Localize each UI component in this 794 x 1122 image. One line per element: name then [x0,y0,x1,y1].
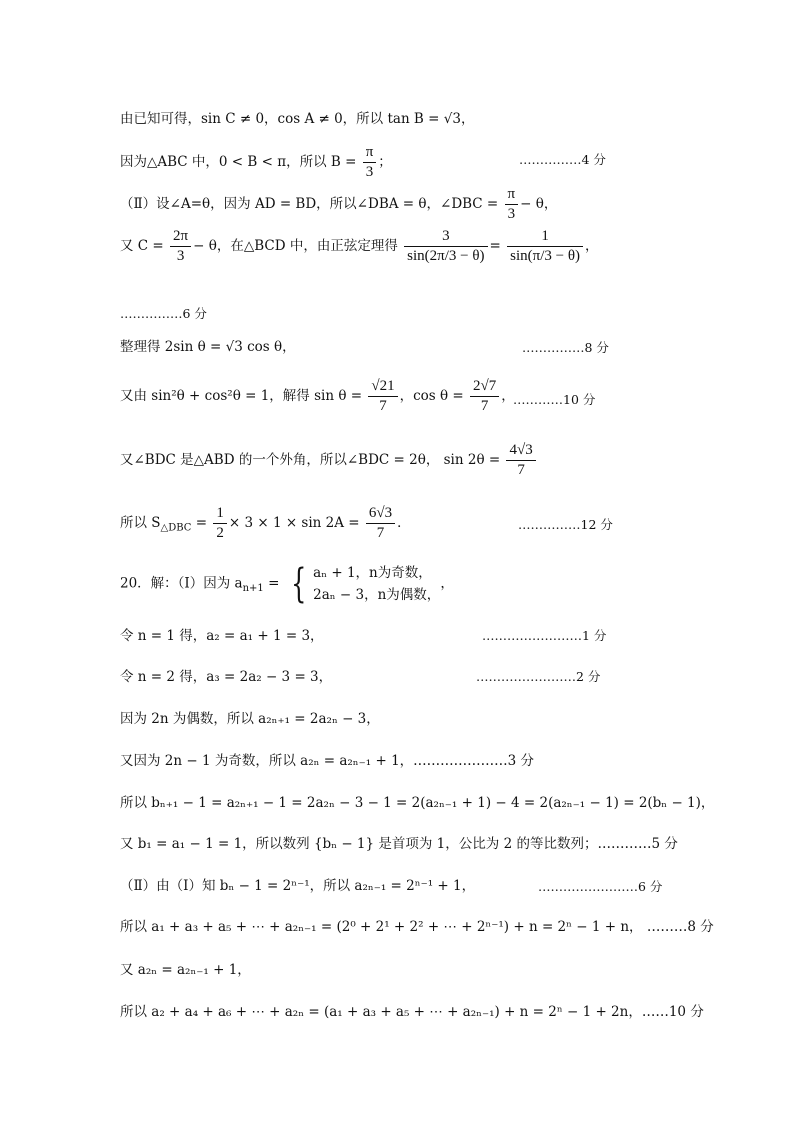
line-text: 令 n = 1 得，a₂ = a₁ + 1 = 3， [120,628,324,644]
line-text: 整理得 2sin θ = √3 cos θ， [120,339,296,355]
solution-line-4 [120,228,599,265]
solution-line-14 [120,751,534,771]
line-text: − θ， [520,196,558,212]
case-1: aₙ + 1，n为奇数， [313,565,432,581]
fraction [404,228,487,265]
line-text: 又由 sin²θ + cos²θ = 1，解得 sin θ = [120,388,363,404]
fraction [366,505,395,542]
solution-line-19 [120,960,251,980]
subscript: △DBC [160,522,192,534]
line-text: 因为△ABC 中，0 < B < π，所以 B = [120,154,357,170]
fraction-numerator: 6√3 [366,505,395,524]
line-text: = [489,238,501,254]
solution-line-7 [120,378,515,415]
line-text: ， [440,575,454,592]
line-text: 所以 a₁ + a₃ + a₅ + ⋯ + a₂ₙ₋₁ = (2⁰ + 2¹ + 2² + ⋯ + 2ⁿ⁻¹) + n = 2ⁿ − 1 + n， ………8 分 [120,919,714,935]
fraction-denominator: 3 [176,248,185,264]
fraction-denominator: 7 [379,398,387,414]
line-text: 令 n = 2 得，a₃ = 2a₂ − 3 = 3， [120,669,333,685]
line-text: ． [397,515,411,531]
line-text: ， [585,238,599,254]
solution-line-3 [120,186,557,223]
line-text: （Ⅱ）设∠A=θ，因为 AD = BD，所以∠DBA = θ，∠DBC = [120,196,499,212]
solution-line-15 [120,793,714,813]
fraction-denominator: 7 [376,525,385,541]
fraction-numerator: 2√7 [470,378,499,397]
piecewise-cases [313,562,440,606]
score-mark: ……………………2 分 [476,669,601,684]
line-text: ； [378,154,392,170]
solution-line-6 [120,337,296,357]
fraction-numerator: 4√3 [506,442,535,461]
fraction-numerator: π [363,144,377,163]
fraction [507,228,583,265]
score-mark: ……………12 分 [518,517,613,532]
line-text: 20．解：（Ⅰ）因为 a [120,575,243,592]
solution-line-17 [120,876,475,896]
solution-line-9 [120,505,411,542]
score-mark: ……………8 分 [522,340,609,355]
line-text: 又 b₁ = a₁ − 1 = 1，所以数列 {bₙ − 1} 是首项为 1，公比为 2 的等比数列；…………5 分 [120,836,678,852]
fraction [505,186,519,223]
fraction-denominator: sin(π/3 − θ) [510,248,581,264]
solution-line-8 [120,442,538,479]
case-2: 2aₙ − 3，n为偶数， [313,587,441,603]
fraction-denominator: 7 [517,462,525,478]
solution-line-13 [120,709,380,729]
fraction-numerator: 3 [404,228,487,247]
fraction-denominator: sin(2π/3 − θ) [407,248,485,264]
score-mark: …………10 分 [513,392,596,407]
fraction [368,378,397,415]
line-text: − θ，在△BCD 中，由正弦定理得 [193,238,398,254]
line-text: 又 a₂ₙ = a₂ₙ₋₁ + 1， [120,962,251,978]
fraction [170,228,191,265]
line-text: 因为 2n 为偶数，所以 a₂ₙ₊₁ = 2a₂ₙ − 3， [120,711,380,727]
line-text: ， [501,388,515,404]
solution-line-1 [120,109,474,129]
line-text: 又因为 2n − 1 为奇数，所以 a₂ₙ = a₂ₙ₋₁ + 1，…………………3 分 [120,753,535,769]
fraction [470,378,499,415]
line-text: 所以 S [120,515,161,531]
line-text: ，cos θ = [399,388,464,404]
score-mark: ……………4 分 [519,152,606,167]
fraction [213,505,227,542]
line-text: = [263,575,280,592]
line-text: 又∠BDC 是△ABD 的一个外角，所以∠BDC = 2θ， sin 2θ = [120,452,501,468]
fraction-numerator: π [505,186,519,205]
fraction [363,144,377,181]
line-text: （Ⅱ）由（Ⅰ）知 bₙ − 1 = 2ⁿ⁻¹，所以 a₂ₙ₋₁ = 2ⁿ⁻¹ + 1， [120,878,476,894]
fraction-numerator: √21 [368,378,397,397]
fraction-denominator: 3 [365,164,374,180]
line-text: 所以 bₙ₊₁ − 1 = a₂ₙ₊₁ − 1 = 2a₂ₙ − 3 − 1 = 2(a₂ₙ₋₁ + 1) − 4 = 2(a₂ₙ₋₁ − 1) = 2(bₙ − 1)， [120,795,715,811]
solution-line-20 [120,1002,704,1022]
solution-line-11 [120,626,324,646]
line-text: 又 C = [120,238,164,254]
solution-line-12 [120,667,332,687]
solution-line-2 [120,144,392,181]
score-mark: ……………………1 分 [482,628,607,643]
left-brace: { [290,561,307,607]
fraction-denominator: 2 [216,525,224,541]
score-mark: ……………6 分 [120,306,207,321]
line-text: × 3 × 1 × sin 2A = [228,515,360,531]
score-mark: ……………………6 分 [538,879,663,894]
fraction-numerator: 1 [507,228,583,247]
line-text: 由已知可得，sin C ≠ 0，cos A ≠ 0，所以 tan B = √3， [120,111,475,127]
problem-20-header [120,562,454,606]
fraction [506,442,535,479]
fraction-denominator: 3 [507,206,516,222]
line-text: = [191,515,208,531]
solution-line-16 [120,834,678,854]
fraction-numerator: 2π [170,228,191,247]
fraction-denominator: 7 [480,398,489,414]
line-text: 所以 a₂ + a₄ + a₆ + ⋯ + a₂ₙ = (a₁ + a₃ + a₅ + ⋯ + a₂ₙ₋₁) + n = 2ⁿ − 1 + 2n，……10 分 [120,1004,704,1020]
subscript: n+1 [242,583,264,595]
fraction-numerator: 1 [213,505,227,524]
solution-line-18 [120,917,714,937]
